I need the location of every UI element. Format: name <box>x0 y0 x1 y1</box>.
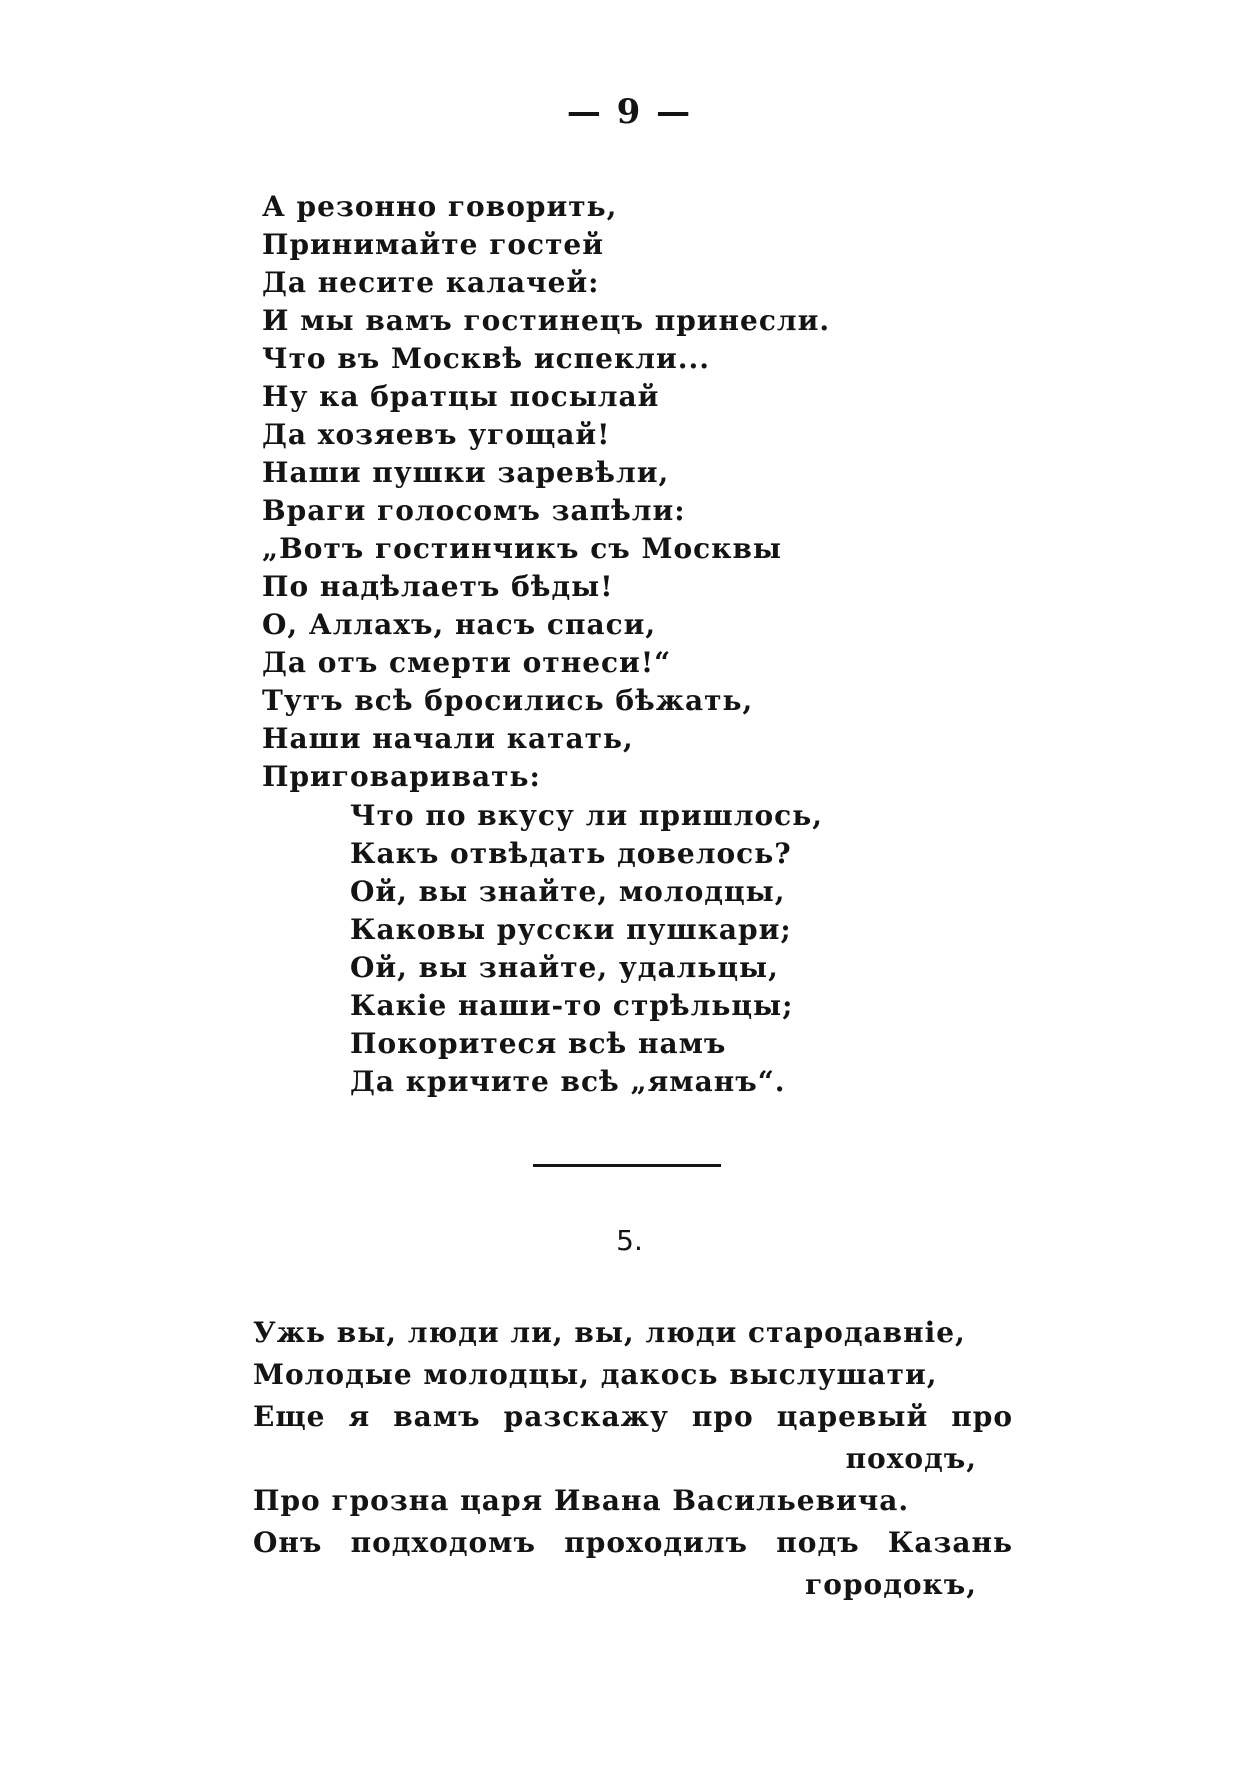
verse-refrain <box>350 797 823 1101</box>
stanza-line: Ужь вы, люди ли, вы, люди стародавніе, <box>253 1316 966 1349</box>
verse-line: Наши пушки заревѣли, <box>262 456 670 489</box>
verse-line: Принимайте гостей <box>262 228 605 261</box>
stanza-line: Про грозна царя Ивана Васильевича. <box>253 1484 910 1517</box>
refrain-line: Какіе наши-то стрѣльцы; <box>350 989 794 1022</box>
refrain-line: Ой, вы знайте, удальцы, <box>350 951 779 984</box>
verse-line: Да отъ смерти отнеси!“ <box>262 646 672 679</box>
refrain-line: Покоритеся всѣ намъ <box>350 1027 727 1060</box>
stanza-line: Онъ подходомъ проходилъ подъ Казань <box>253 1526 1013 1559</box>
verse-line: Что въ Москвѣ испекли... <box>262 342 710 375</box>
verse-line: По надѣлаетъ бѣды! <box>262 570 614 603</box>
verse-line: Враги голосомъ запѣли: <box>262 494 686 527</box>
stanza <box>253 1312 1013 1606</box>
stanza-line: Молодые молодцы, дакось выслушати, <box>253 1358 938 1391</box>
verse-line: Приговаривать: <box>262 760 541 793</box>
stanza-line-continuation: походъ, <box>845 1442 977 1475</box>
refrain-line: Ой, вы знайте, молодцы, <box>350 875 786 908</box>
stanza-line: Еще я вамъ разскажу про царевый про <box>253 1400 1013 1433</box>
verse-main <box>262 188 830 796</box>
section-number: 5. <box>616 1224 643 1257</box>
verse-line: Ну ка братцы посылай <box>262 380 660 413</box>
verse-line: Да несите калачей: <box>262 266 600 299</box>
section-divider <box>533 1164 721 1167</box>
refrain-line: Что по вкусу ли пришлось, <box>350 799 823 832</box>
verse-line: Да хозяевъ угощай! <box>262 418 611 451</box>
refrain-line: Каковы русски пушкари; <box>350 913 792 946</box>
page-number: — 9 — <box>566 92 693 132</box>
refrain-line: Какъ отвѣдать довелось? <box>350 837 792 870</box>
verse-line: Наши начали катать, <box>262 722 634 755</box>
verse-line: О, Аллахъ, насъ спаси, <box>262 608 657 641</box>
verse-line: Тутъ всѣ бросились бѣжать, <box>262 684 754 717</box>
verse-line: „Вотъ гостинчикъ съ Москвы <box>262 532 782 565</box>
verse-line: А резонно говорить, <box>262 190 618 223</box>
refrain-line: Да кричите всѣ „яманъ“. <box>350 1065 786 1098</box>
verse-line: И мы вамъ гостинецъ принесли. <box>262 304 831 337</box>
stanza-line-continuation: городокъ, <box>805 1568 977 1601</box>
